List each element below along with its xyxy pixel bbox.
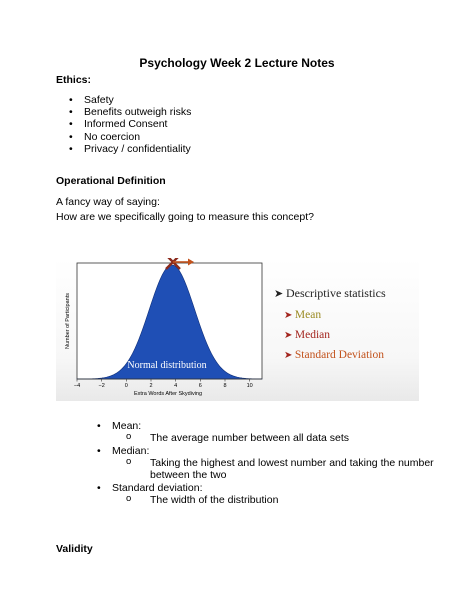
operational-line-2: How are we specifically going to measure this concept?: [56, 211, 314, 223]
descriptive-item-median: ➤ Median: [284, 329, 331, 341]
x-tick-label: 4: [174, 383, 178, 389]
operational-heading: Operational Definition: [56, 175, 166, 187]
page-title: Psychology Week 2 Lecture Notes: [139, 56, 335, 70]
x-tick-label: −2: [98, 383, 105, 389]
validity-heading: Validity: [56, 543, 93, 555]
descriptive-item-std: ➤ Standard Deviation: [284, 349, 384, 361]
distribution-chart: [56, 258, 419, 401]
list-item: • No coercion: [56, 131, 191, 143]
stats-sub-item: o The average number between all data sets: [126, 432, 434, 445]
x-tick-label: 6: [198, 383, 202, 389]
curve-label: Normal distribution: [127, 360, 207, 371]
list-item: • Privacy / confidentiality: [56, 143, 191, 155]
descriptive-heading: ➤ Descriptive statistics: [274, 286, 386, 300]
list-item: [84, 445, 434, 482]
x-tick-label: −4: [73, 383, 81, 389]
list-item: [84, 482, 434, 507]
stats-list: [84, 420, 434, 506]
list-item: [84, 420, 434, 445]
x-tick-label: 0: [124, 383, 128, 389]
stats-sub-item: o The width of the distribution: [126, 494, 434, 507]
list-item: • Safety: [56, 94, 191, 106]
stats-sub-line: between the two: [150, 469, 227, 481]
operational-line-1: A fancy way of saying:: [56, 196, 160, 208]
y-axis-label: Number of Participants: [65, 293, 71, 349]
stats-term-std: • Standard deviation:: [112, 481, 203, 494]
ethics-list: [56, 94, 191, 155]
distribution-figure: [56, 258, 419, 401]
x-tick-label: 10: [246, 383, 253, 389]
x-tick-label: 8: [223, 383, 227, 389]
stats-sub-item: [126, 457, 434, 482]
descriptive-item-mean: ➤ Mean: [284, 309, 322, 321]
list-item: • Informed Consent: [56, 118, 191, 130]
list-item: • Benefits outweigh risks: [56, 106, 191, 118]
x-axis-label: Extra Words After Skydiving: [133, 391, 203, 397]
stats-term-median: • Median:: [112, 444, 150, 457]
stats-sub-line: Taking the highest and lowest number and taking the number: [150, 456, 434, 469]
x-tick-label: 2: [149, 383, 153, 389]
ethics-heading: Ethics:: [56, 74, 92, 86]
stats-term-mean: • Mean:: [112, 420, 142, 432]
